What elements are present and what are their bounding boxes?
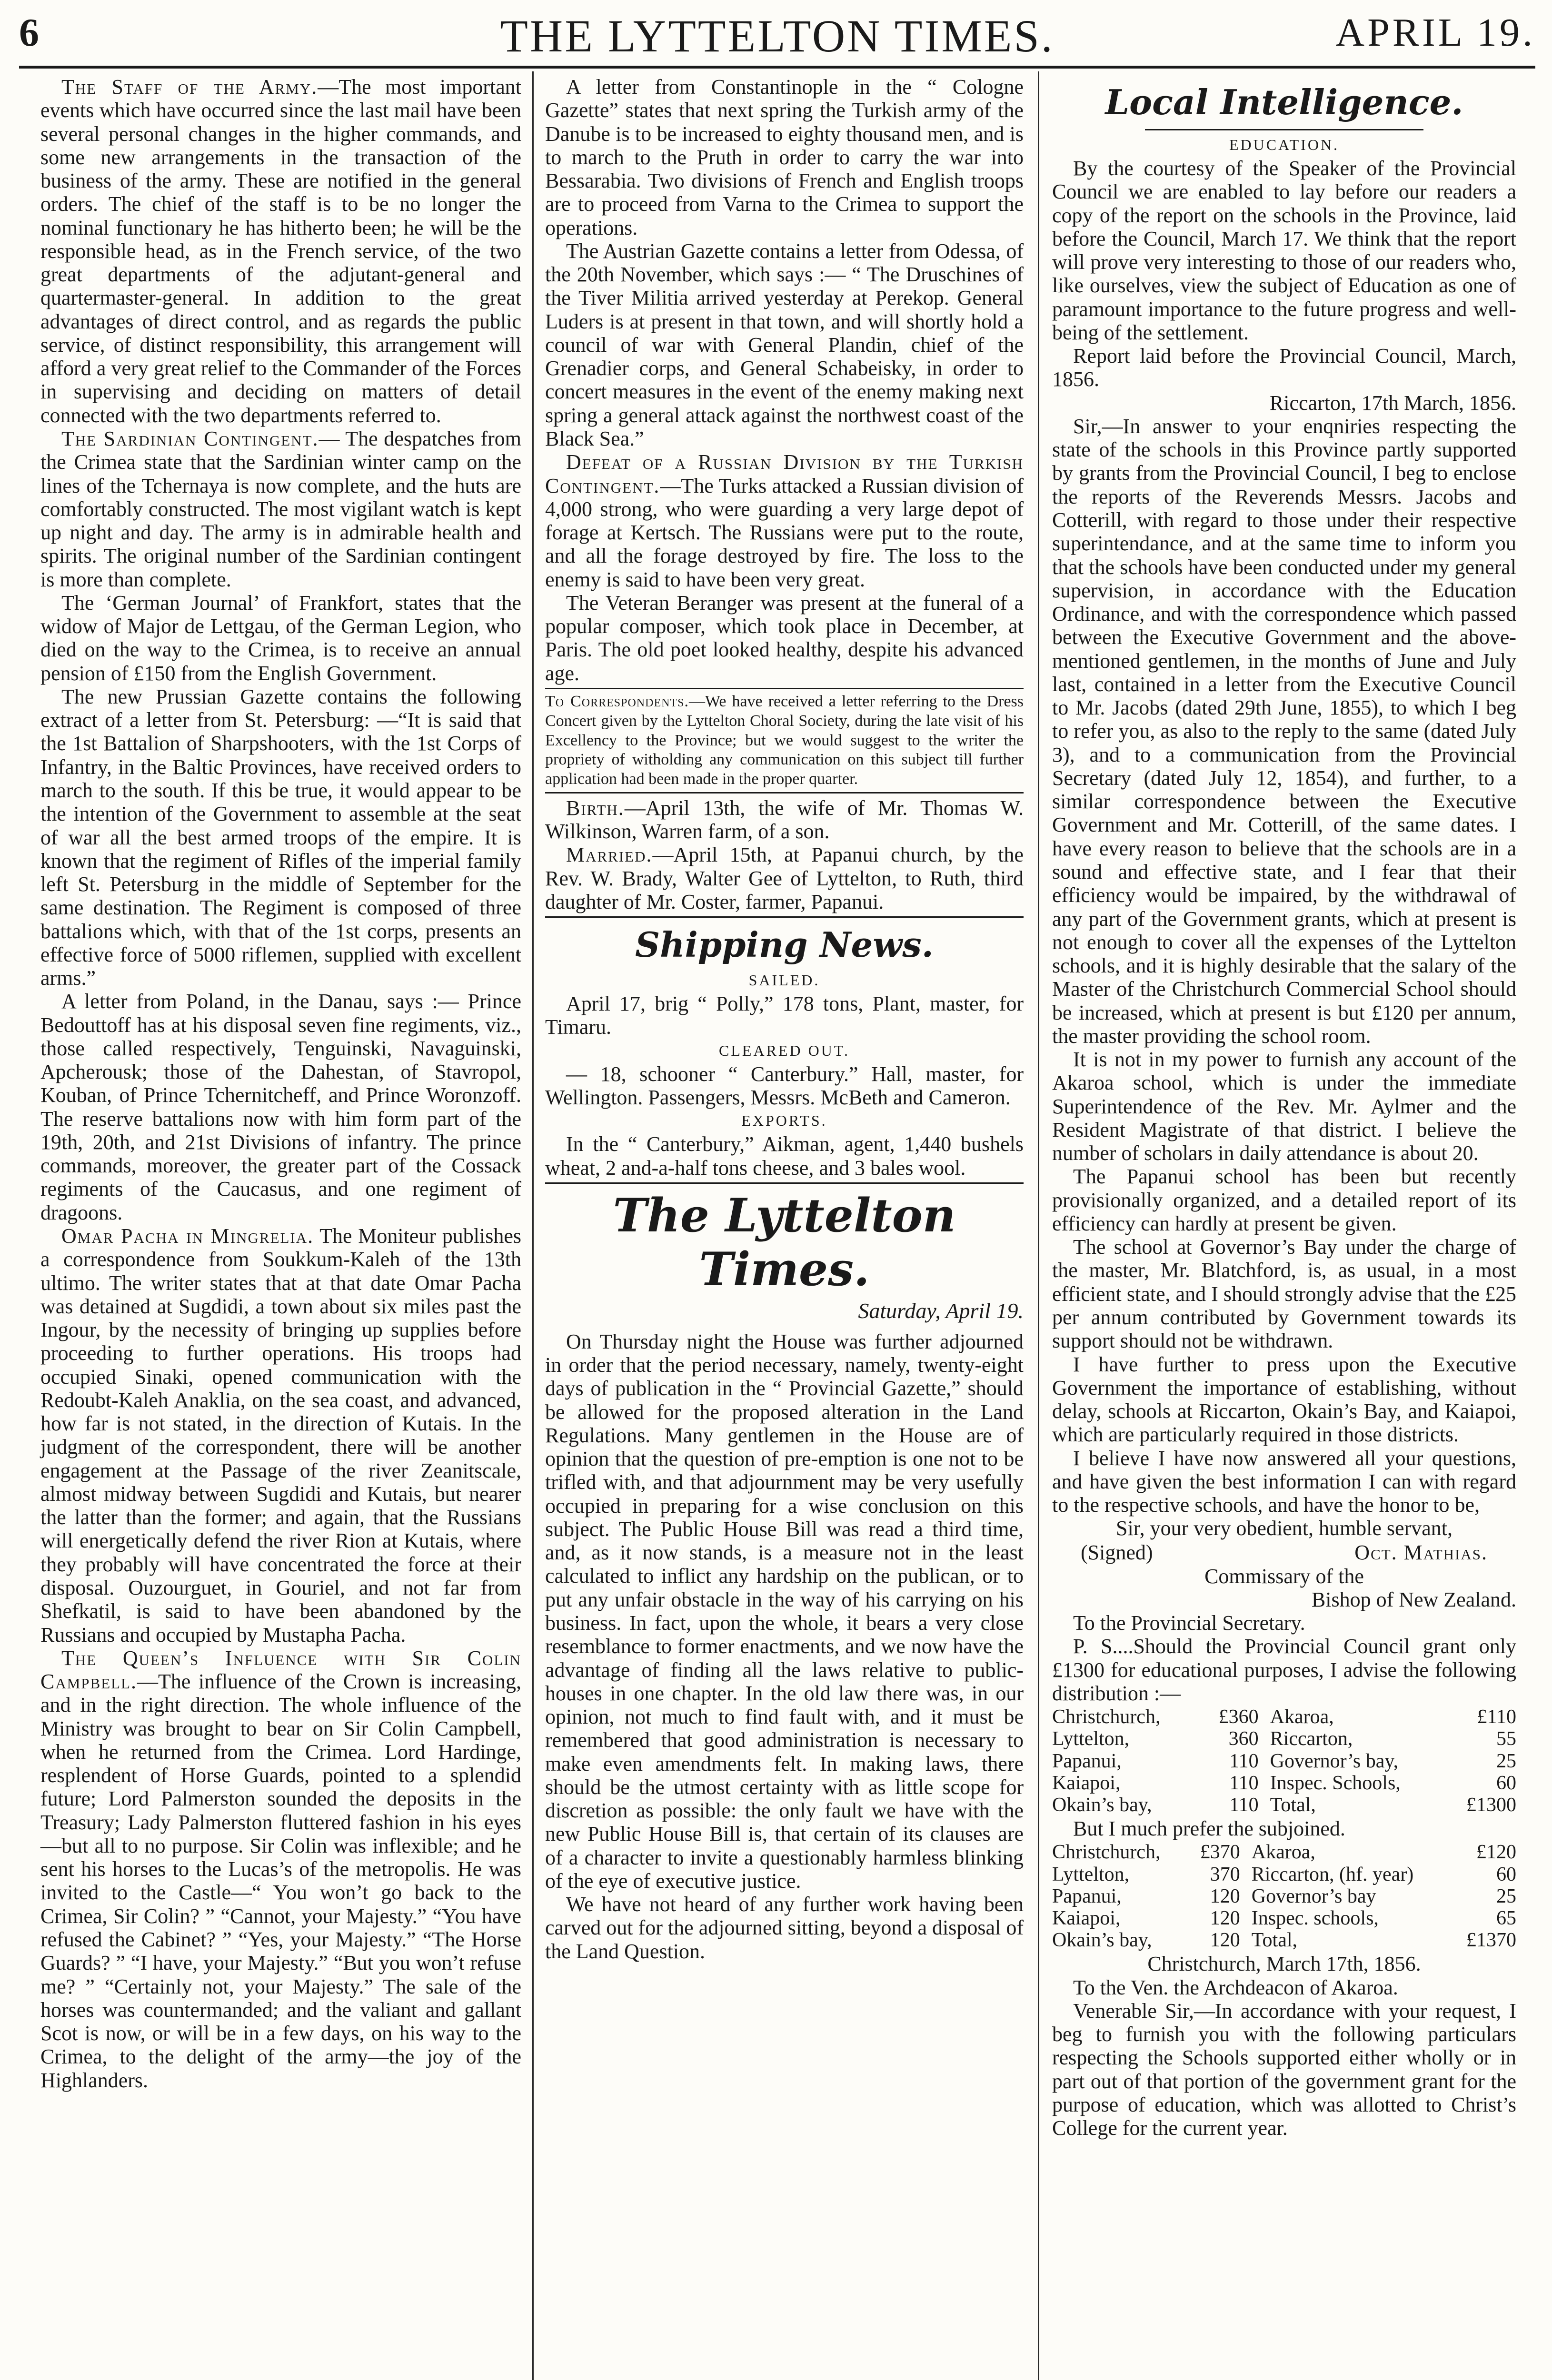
school-name: Papanui, xyxy=(1052,1750,1122,1772)
signed-label: (Signed) xyxy=(1081,1540,1153,1564)
letter-addressee: To the Provincial Secretary. xyxy=(1073,1611,1305,1635)
article-body: —The influence of the Crown is increasing, and in the right direction. The whole influence of the Ministry was brought to bear on Sir Colin Campbell, when he returned from the Crimea. Lord Hardinge, resplendent of Horse Guards, pointed to a splendid future; Lord Palmerston sounded the deposits in the Treasury; Lady Palmerston fluttered fashion in his eyes—but all to no purpose. Sir Colin was inflexible; and he sent his horses to the Lucas’s of the metropolis. He was invited to the Castle—“ You won’t go back to the Crimea, Sir Colin? ” “Cannot, your Majesty.” “You have refused the Cabinet? ” “Yes, your Majesty.” “The Horse Guards? ” “I have, your Majesty.” “But you won’t refuse me? ” “Certainly not, your Majesty.” The sale of the horses was countermanded; and the valiant and gallant Scot is now, or will be in a few days, on his way to the Crimea, to the delight of the army—the joy of the Highlanders. xyxy=(40,1670,521,2092)
school-name: Lyttelton, xyxy=(1052,1863,1130,1885)
distribution-table-a xyxy=(1052,1706,1516,1816)
issue-date: APRIL 19. xyxy=(1335,10,1535,55)
school-amount: £370 xyxy=(1200,1841,1240,1864)
letter-paragraph: Venerable Sir,—In accordance with your request, I beg to furnish you with the following particulars respecting the Schools supported either wholly or in part out of that portion of the government grant for the purpose of education, which was allotted to Christ’s College for the current year. xyxy=(1052,1999,1516,2140)
page-number: 6 xyxy=(19,10,40,55)
school-amount: 110 xyxy=(1229,1794,1259,1816)
column-2 xyxy=(545,75,1024,1963)
notice-correspondents xyxy=(545,692,1024,789)
local-intelligence-title: Local Intelligence. xyxy=(1105,82,1463,122)
letter-paragraph: The school at Governor’s Bay under the charge of the master, Mr. Blatchford, is, as usual, in a most efficient state, and I should strongly advise that the £25 per annum contributed by Government towards its support should not be withdrawn. xyxy=(1052,1235,1516,1353)
masthead-rule xyxy=(19,66,1535,69)
table-row xyxy=(1052,1728,1516,1750)
table-row xyxy=(1052,1772,1516,1794)
article-prussian-gazette: The new Prussian Gazette contains the following extract of a letter from St. Petersburg: —“It is said that the 1st Battalion of Sharpshooters, with the 1st Corps of Infantry, in the Baltic Provinces, have received orders to march to the south. If this be true, it would appear to be the intention of the Government to assemble at the seat of war all the best armed troops of the empire. It is known that the regiment of Rifles of the imperial family left St. Petersburg in the middle of September for the same destination. The Regiment is composed of three battalions which, with that of the 1st corps, presents an effective force of 5000 riflemen, supplied with excellent arms.” xyxy=(40,684,521,990)
education-label: EDUCATION. xyxy=(1229,136,1340,153)
school-name: Akaroa, xyxy=(1251,1841,1315,1864)
section-rule xyxy=(545,916,1024,918)
exports-label: EXPORTS. xyxy=(741,1112,827,1130)
school-name: Governor’s bay xyxy=(1251,1885,1376,1907)
education-intro: By the courtesy of the Speaker of the Provincial Council we are enabled to lay before our readers a copy of the report on the schools in the Province, laid before the Council, March 17. We think that the report will prove very interesting to those of our readers who, like ourselves, view the subject of Education as one of paramount importance to the future progress and well-being of the settlement. xyxy=(1052,157,1516,344)
letter-closing: Sir, your very obedient, humble servant, xyxy=(1116,1517,1453,1540)
editorial-title: The Lyttelton Times. xyxy=(613,1188,956,1296)
school-name: Kaiapoi, xyxy=(1052,1907,1121,1930)
article-cologne-gazette: A letter from Constantinople in the “ Cologne Gazette” states that next spring the Turkish army of the Danube is to be increased to eighty thousand men, and is to march to the Pruth in order to carry the war into Bessarabia. Two divisions of French and English troops are to proceed from Varna to the Crimea to support the operations. xyxy=(545,75,1024,239)
article-staff xyxy=(40,75,521,427)
cleared-entry: — 18, schooner “ Canterbury.” Hall, master, for Wellington. Passengers, Messrs. McBeth and Cameron. xyxy=(545,1062,1024,1110)
editorial-date: Saturday, April 19. xyxy=(858,1298,1024,1323)
school-amount: 370 xyxy=(1210,1863,1240,1885)
school-amount: 25 xyxy=(1496,1885,1516,1907)
article-heading: Defeat of a Russian Division by the Turkish Contingent. xyxy=(545,450,1024,497)
school-name: Akaroa, xyxy=(1270,1706,1334,1728)
signatory-name: Oct. Mathias. xyxy=(1354,1540,1488,1564)
article-queens-influence xyxy=(40,1646,521,2092)
school-name: Okain’s bay, xyxy=(1052,1794,1152,1816)
notice-heading: To Correspondents. xyxy=(545,692,689,710)
school-amount: 120 xyxy=(1210,1885,1240,1907)
letter-paragraph: It is not in my power to furnish any account of the Akaroa school, which is under the immediate Superintendence of the Rev. Mr. Aylmer and the Resident Magistrate of that district. I believe the number of scholars in daily attendance is about 20. xyxy=(1052,1048,1516,1165)
article-omar-pacha xyxy=(40,1224,521,1646)
letter-paragraph: I believe I have now answered all your questions, and have given the best information I can with regard to the respective schools, and have the honor to be, xyxy=(1052,1446,1516,1517)
school-name: Total, xyxy=(1251,1929,1297,1952)
school-amount: £1370 xyxy=(1466,1929,1516,1952)
editorial-paragraph: We have not heard of any further work having been carved out for the adjourned sitting, beyond a disposal of the Land Question. xyxy=(545,1893,1024,1963)
school-amount: £360 xyxy=(1218,1706,1259,1728)
section-rule xyxy=(545,1182,1024,1184)
table-row xyxy=(1052,1907,1516,1929)
column-divider xyxy=(1038,71,1039,2380)
section-rule xyxy=(545,688,1024,689)
distribution-table-b xyxy=(1052,1841,1516,1951)
table-row xyxy=(1052,1929,1516,1951)
school-name: Riccarton, xyxy=(1270,1728,1353,1750)
signatory-title: Commissary of the xyxy=(1204,1564,1364,1588)
notice-body: —April 15th, at Papanui church, by the Rev. W. Brady, Walter Gee of Lyttelton, to Ruth, third daughter of Mr. Coster, farmer, Papanui. xyxy=(545,843,1024,913)
school-name: Governor’s bay, xyxy=(1270,1750,1399,1772)
school-amount: 55 xyxy=(1496,1728,1516,1750)
school-name: Christchurch, xyxy=(1052,1706,1161,1728)
school-amount: 360 xyxy=(1228,1728,1259,1750)
letter-paragraph: Sir,—In answer to your enqniries respecting the state of the schools in this Province partly supported by grants from the Provincial Council, I beg to enclose the reports of the Reverends Messrs. Jacobs and Cotterill, with regard to those under their respective superintendance, and at the same time to inform you that the schools have been conducted under my general supervision, in accordance with the Education Ordinance, and with the correspondence which passed between the Executive Government and the above-mentioned gentlemen, in the months of June and July last, contained in a letter from the Executive Council to Mr. Jacobs (dated 29th June, 1855), to which I beg to refer you, as also to the reply to the same (dated July 3), and to a communication from the Provincial Secretary (dated July 12, 1854), and further, to a similar correspondence between the Executive Government and Mr. Cotterill, of the same dates. I have every reason to believe that the schools are in a sound and effective state, and I fear that their efficiency would be impaired, by the withdrawal of any part of the Government grants, which at present is not enough to cover all the expenses of the Lyttelton schools, and it is highly desirable that the salary of the Master of the Christchurch Commercial School should be increased, which at present is but £120 per annum, the master providing the school room. xyxy=(1052,414,1516,1048)
school-amount: £110 xyxy=(1477,1706,1516,1728)
notice-heading: Birth. xyxy=(566,796,625,820)
notice-body: —We have received a letter referring to the Dress Concert given by the Lyttelton Choral Society, during the late visit of his Excellency to the Province; but we would suggest to the writer the propriety of witholding any communication on this subject till further application had been made in the proper quarter. xyxy=(545,692,1024,788)
letter-dateline: Christchurch, March 17th, 1856. xyxy=(1147,1952,1421,1976)
article-body: — The despatches from the Crimea state that the Sardinian winter camp on the lines of the Tchernaya is now complete, and the huts are comfortably constructed. The most vigilant watch is kept up night and day. The army is in admirable health and spirits. The original number of the Sardinian contingent is more than complete. xyxy=(40,426,521,591)
article-body: —The Turks attacked a Russian division of 4,000 strong, who were guarding a very large depot of forage at Kertsch. The Russians were put to the route, and all the forage destroyed by fire. The loss to the enemy is said to have been very great. xyxy=(545,474,1024,591)
exports-entry: In the “ Canterbury,” Aikman, agent, 1,440 bushels wheat, 2 and-a-half tons cheese, and 3 bales wool. xyxy=(545,1132,1024,1180)
letter-addressee: To the Ven. the Archdeacon of Akaroa. xyxy=(1073,1975,1398,1999)
school-name: Okain’s bay, xyxy=(1052,1929,1152,1952)
school-name: Riccarton, (hf. year) xyxy=(1251,1863,1414,1885)
school-name: Total, xyxy=(1270,1794,1316,1816)
article-poland-letter: A letter from Poland, in the Danau, says :— Prince Bedouttoff has at his disposal seven fine regiments, viz., those called respectively, Tenguinski, Navaguinski, Apcherousk; those of the Dahestan, of Stavropol, Kouban, of Prince Tchernitcheff, and Prince Woronzoff. The reserve battalions now with him form part of the 19th, 20th, and 21st Divisions of infantry. The prince commands, moreover, the greater part of the Cossack regiments of the Caucasus, and one regiment of dragoons. xyxy=(40,990,521,1224)
school-name: Kaiapoi, xyxy=(1052,1772,1121,1794)
article-body: The Moniteur publishes a correspondence from Soukkum-Kaleh of the 13th ultimo. The writer states that at that date Omar Pacha was detained at Sugdidi, a town about six miles past the Ingour, by the necessity of bringing up supplies before proceeding to further operations. His troops had occupied Sinaki, opened communication with the Redoubt-Kaleh Anaklia, on the sea coast, and advanced, how far is not stated, in the direction of Kutais. In the judgment of the correspondent, there will be another engagement at the Passage of the river Zeanitscale, almost midway between Sugdidi and Kutais, but nearer the latter than the former; and again, that the Russians will energetically defend the river Rion at Kutais, where they probably will have concentrated the force at their disposal. Ouzourguet, in Gouriel, and not far from Shefkatil, is said to have been abandoned by the Russians and occupied by Mustapha Pacha. xyxy=(40,1224,521,1646)
school-amount: 120 xyxy=(1210,1929,1240,1952)
signature-line xyxy=(1052,1540,1516,1565)
school-amount: 110 xyxy=(1229,1772,1259,1794)
school-name: Inspec. Schools, xyxy=(1270,1772,1401,1794)
article-austrian-gazette: The Austrian Gazette contains a letter from Odessa, of the 20th November, which says :— “ The Druschines of the Tiver Militia arrived yesterday at Perekop. General Luders is at present in that town, and will shortly hold a council of war with General Plandin, chief of the Grenadier corps, and General Schabeisky, in order to concert measures in the event of the enemy making next spring a general attack against the northwest coast of the Black Sea.” xyxy=(545,239,1024,450)
table-row xyxy=(1052,1750,1516,1772)
column-1 xyxy=(40,75,521,2092)
notice-heading: Married. xyxy=(566,843,653,867)
table-row xyxy=(1052,1885,1516,1907)
school-amount: £120 xyxy=(1476,1841,1516,1864)
letter-paragraph: I have further to press upon the Executive Government the importance of establishing, without delay, schools at Riccarton, Okain’s Bay, and Kaiapoi, which are particularly required in those districts. xyxy=(1052,1352,1516,1447)
school-name: Papanui, xyxy=(1052,1885,1122,1907)
article-german-journal: The ‘German Journal’ of Frankfort, states that the widow of Major de Lettgau, of the German Legion, who died on the way to the Crimea, is to receive an annual pension of £150 from the English Government. xyxy=(40,591,521,685)
school-amount: £1300 xyxy=(1466,1794,1516,1816)
table-row xyxy=(1052,1864,1516,1885)
editorial-paragraph: On Thursday night the House was further adjourned in order that the period necessary, namely, twenty-eight days of publication in the “ Provincial Gazette,” should be allowed for the proposed alteration in the Land Regulations. Many gentlemen in the House are of opinion that the question of pre-emption is one not to be trifled with, and that adjournment may be very usefully occupied in preparing for a wise conclusion on this subject. The Public House Bill was read a third time, and, as it now stands, is a measure not in the least calculated to inflict any hardship on the publican, or to put any unfair obstacle in the way of his carrying on his business. In fact, upon the whole, it bears a very close resemblance to former enactments, and we now have the advantage of finding all the laws relative to public-houses in one chapter. In the old law there was, in our opinion, not much to find fault with, and it must be remembered that good administration is necessary to make even amendments felt. In making laws, there should be the utmost certainty with as little scope for discretion as possible: the only fault we have with the new Public House Bill is, that certain of its clauses are of a character to invite a questionably harmless blinking of the eye of executive justice. xyxy=(545,1329,1024,1893)
sailed-entry: April 17, brig “ Polly,” 178 tons, Plant, master, for Timaru. xyxy=(545,992,1024,1039)
school-amount: 25 xyxy=(1496,1750,1516,1772)
school-amount: 110 xyxy=(1229,1750,1259,1772)
report-line: Report laid before the Provincial Council, March, 1856. xyxy=(1052,344,1516,391)
section-rule xyxy=(545,792,1024,793)
newspaper-title: THE LYTTELTON TIMES. xyxy=(500,10,1055,61)
notice-birth xyxy=(545,796,1024,843)
school-amount: 120 xyxy=(1210,1907,1240,1930)
letter-paragraph: The Papanui school has been but recently provisionally organized, and a detailed report of its efficiency can hardly at present be given. xyxy=(1052,1165,1516,1235)
table-row xyxy=(1052,1794,1516,1816)
notice-body: —April 13th, the wife of Mr. Thomas W. Wilkinson, Warren farm, of a son. xyxy=(545,796,1024,843)
article-beranger: The Veteran Beranger was present at the funeral of a popular composer, which took place in December, at Paris. The old poet looked healthy, despite his advanced age. xyxy=(545,591,1024,685)
school-amount: 60 xyxy=(1496,1863,1516,1885)
school-name: Lyttelton, xyxy=(1052,1728,1130,1750)
article-heading: Omar Pacha in Mingrelia. xyxy=(61,1224,314,1248)
article-heading: The Staff of the Army. xyxy=(61,75,318,99)
school-amount: 65 xyxy=(1496,1907,1516,1930)
column-3 xyxy=(1052,75,1516,2140)
article-russian-defeat xyxy=(545,450,1024,591)
shipping-news-title: Shipping News. xyxy=(635,924,934,965)
article-body: —The most important events which have occurred since the last mail have been several personal changes in the higher commands, and some new arrangements in the transaction of the business of the army. These are notified in the general orders. The chief of the staff is to be no longer the nominal functionary he has hitherto been; he will be the responsible head, as in the French service, of the two great departments of the adjutant-general and quartermaster-general. In addition to the great advantages of direct control, and as regards the public service, of distinct responsibility, this arrangement will afford a very great relief to the Commander of the Forces in supervising and deciding on matters of detail connected with the two departments referred to. xyxy=(40,75,522,427)
table-row xyxy=(1052,1706,1516,1728)
table-row xyxy=(1052,1841,1516,1863)
postscript: P. S....Should the Provincial Council grant only £1300 for educational purposes, I advise the following distribution :— xyxy=(1052,1635,1516,1705)
school-name: Inspec. schools, xyxy=(1251,1907,1379,1930)
school-amount: 60 xyxy=(1496,1772,1516,1794)
article-heading: The Queen’s Influence with Sir Colin Campbell. xyxy=(40,1646,522,1694)
cleared-label: CLEARED OUT. xyxy=(719,1041,850,1059)
column-divider xyxy=(532,71,534,2380)
preference-line: But I much prefer the subjoined. xyxy=(1073,1817,1345,1841)
sailed-label: SAILED. xyxy=(748,972,820,989)
masthead xyxy=(19,10,1535,63)
article-sardinian xyxy=(40,427,521,591)
title-rule xyxy=(1145,129,1423,130)
notice-married xyxy=(545,843,1024,913)
signatory-title: Bishop of New Zealand. xyxy=(1311,1587,1516,1611)
school-name: Christchurch, xyxy=(1052,1841,1161,1864)
article-heading: The Sardinian Contingent. xyxy=(61,426,319,450)
letter-dateline: Riccarton, 17th March, 1856. xyxy=(1269,391,1516,415)
